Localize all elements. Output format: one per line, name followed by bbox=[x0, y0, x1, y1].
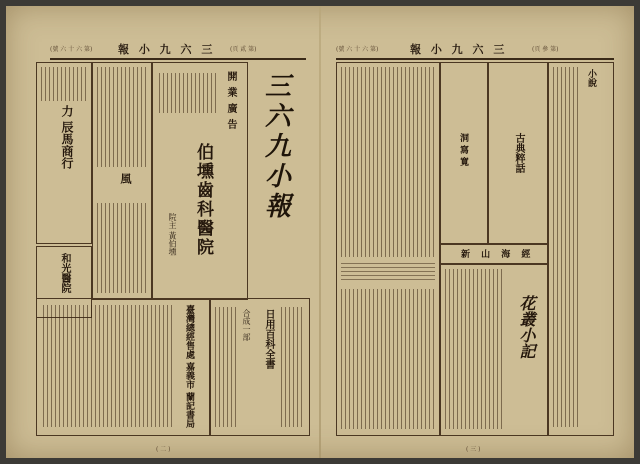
right-page-no: (頁 參 第) bbox=[532, 46, 559, 53]
masthead-title bbox=[256, 72, 300, 222]
masthead-char: 三 bbox=[264, 72, 291, 102]
ad-daily-book: 日用百科全書 bbox=[263, 309, 274, 369]
masthead-area bbox=[248, 62, 308, 298]
article-divider bbox=[341, 263, 435, 283]
masthead-char: 六 bbox=[264, 102, 291, 132]
center-fold bbox=[319, 6, 321, 458]
masthead-char: 報 bbox=[264, 192, 291, 222]
right-issue-no: (號 六 十 六 第) bbox=[336, 46, 379, 53]
ad-text-block bbox=[41, 67, 87, 101]
section-xinzou: 新 山 海 經 bbox=[461, 250, 535, 260]
article-text bbox=[445, 269, 505, 429]
column-right-edge bbox=[548, 62, 614, 436]
ad-publisher: 臺灣總經售處 嘉義市 蘭記書局 bbox=[184, 305, 194, 429]
article-text bbox=[553, 67, 579, 427]
newspaper-sheet bbox=[6, 6, 634, 458]
ad-box-encyclopedia bbox=[210, 298, 310, 436]
column-small-news bbox=[440, 62, 488, 244]
left-paper-name: 報 小 九 六 三 bbox=[118, 43, 216, 56]
ad-text-block bbox=[43, 305, 173, 427]
article-text bbox=[341, 289, 435, 429]
ad-text-block bbox=[97, 203, 147, 293]
article-text bbox=[341, 67, 435, 257]
left-page-header bbox=[50, 42, 306, 60]
ad-text-block bbox=[159, 73, 217, 113]
ad-text-block bbox=[97, 67, 147, 167]
section-xiaoshuo: 小說 bbox=[586, 69, 596, 87]
new-shanhai-header bbox=[440, 244, 548, 264]
ad-text-block bbox=[215, 307, 237, 427]
ad-box-business bbox=[92, 62, 152, 300]
ad-box-dental bbox=[152, 62, 248, 300]
ad-dental-title: 伯壎齒科醫院 bbox=[193, 143, 213, 257]
ad-business-notice: 開業廣告 bbox=[225, 71, 236, 135]
section-huazhu: 花叢小記 bbox=[517, 295, 536, 359]
left-issue-no: (號 六 十 六 第) bbox=[50, 46, 93, 53]
left-page-no: (頁 貳 第) bbox=[230, 46, 257, 53]
footer-left-mark: ( 二 ) bbox=[156, 446, 171, 453]
ad-hecheng: 合成一部 bbox=[242, 309, 251, 341]
ad-hospital-title: 和光醫院 bbox=[59, 253, 70, 293]
footer-right-mark: ( 三 ) bbox=[466, 446, 481, 453]
column-huazhu bbox=[440, 264, 548, 436]
ad-lima-title: 力 辰馬商行 bbox=[60, 105, 74, 170]
section-small: 洞 寫 寬 bbox=[458, 133, 468, 167]
masthead-char: 九 bbox=[264, 132, 291, 162]
ad-dental-director: 院主 黃伯壎 bbox=[168, 213, 177, 256]
ad-box-lima bbox=[36, 62, 92, 244]
ad-wenhua: 風 bbox=[119, 173, 132, 184]
right-page-header bbox=[336, 42, 614, 60]
ad-text-block bbox=[281, 307, 303, 427]
section-gushi: 古典粹話 bbox=[513, 133, 524, 173]
masthead-char: 小 bbox=[264, 162, 291, 192]
ad-box-publisher bbox=[36, 298, 210, 436]
column-news-left bbox=[336, 62, 440, 436]
right-paper-name: 報 小 九 六 三 bbox=[410, 43, 508, 56]
column-gushi bbox=[488, 62, 548, 244]
